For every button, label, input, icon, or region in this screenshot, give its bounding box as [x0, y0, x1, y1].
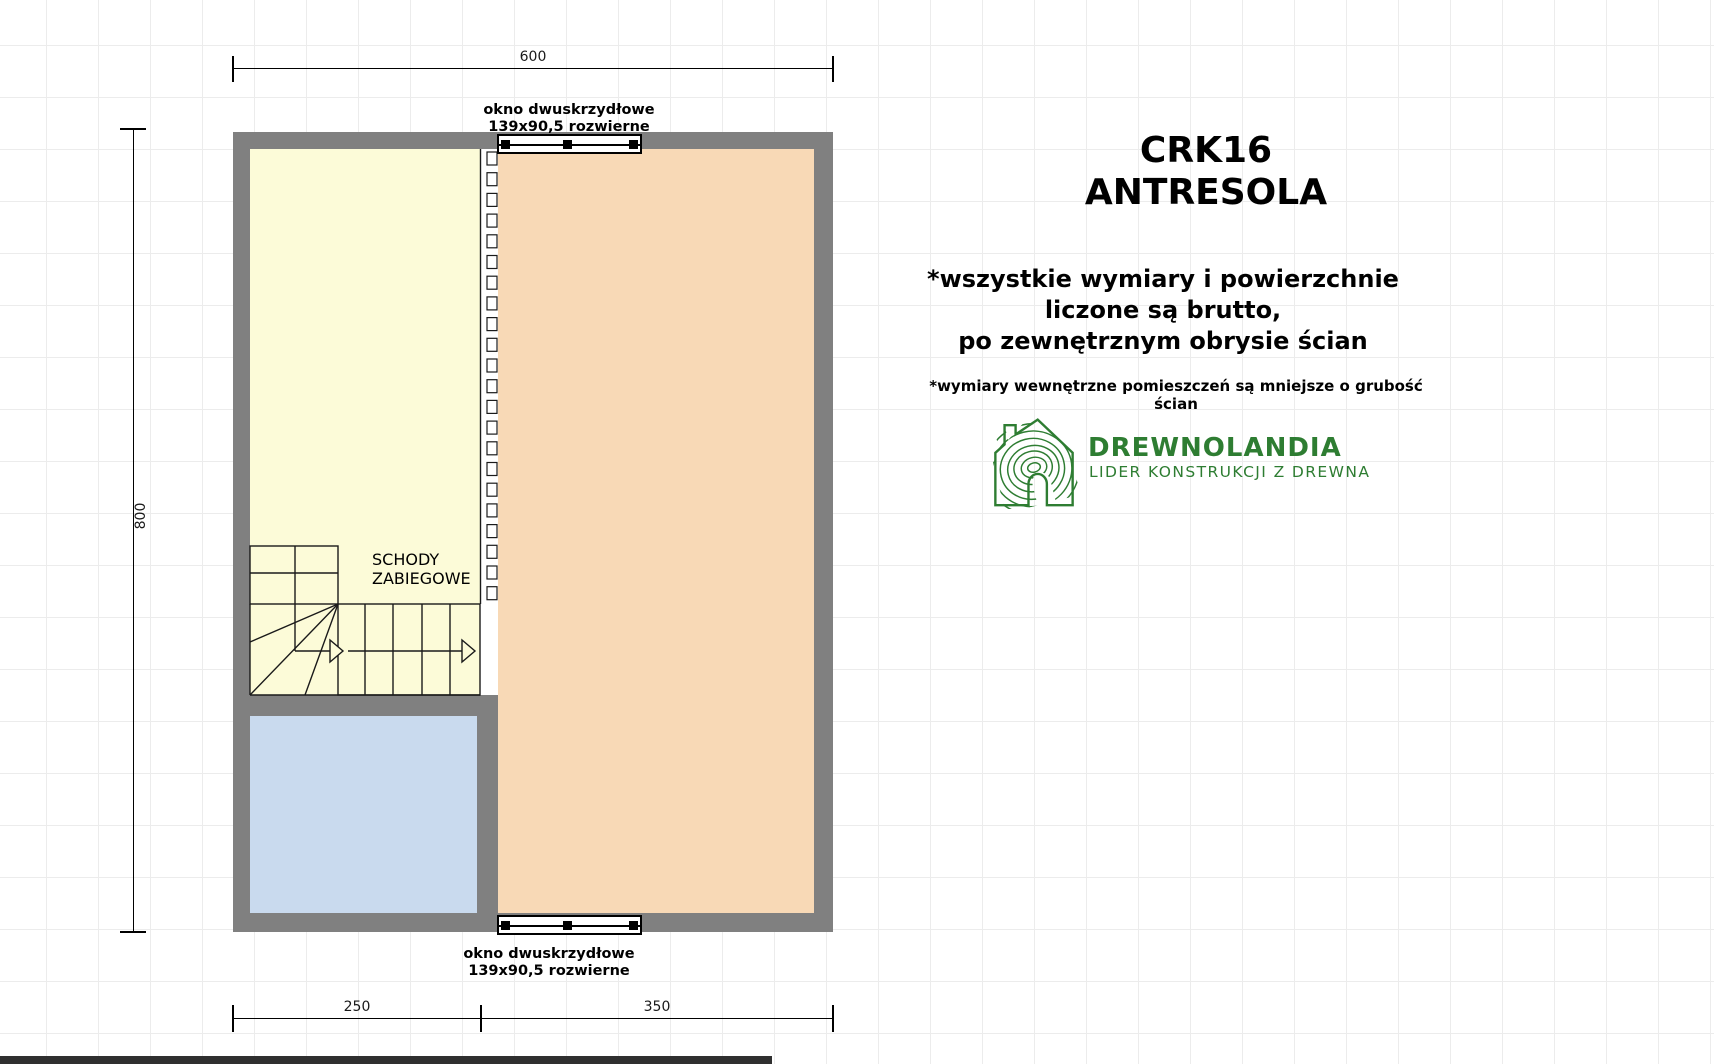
window-top-label [449, 102, 689, 136]
window-pane-marker [563, 921, 572, 930]
window-top-label-line1: okno dwuskrzydłowe [483, 102, 655, 118]
window-bottom [497, 915, 642, 935]
window-pane-marker [501, 921, 510, 930]
stairs-label-line2: ZABIEGOWE [372, 568, 471, 588]
drawing-title-line1: CRK16 [1139, 130, 1273, 171]
window-bottom-label-line2: 139x90,5 rozwierne [468, 963, 630, 979]
stairs-label [372, 551, 471, 588]
window-top-label-line2: 139x90,5 rozwierne [488, 119, 650, 135]
drewnolandia-logo-tagline: LIDER KONSTRUKCJI Z DREWNA [1089, 463, 1371, 481]
dimension-value-top: 600 [519, 49, 547, 65]
window-top [497, 134, 642, 154]
balustrade-posts [487, 152, 497, 600]
dimension-note-line2: liczone są brutto, [1044, 296, 1282, 324]
dimension-tick [120, 931, 146, 933]
dimension-value-bottom-left: 250 [343, 999, 371, 1015]
drawing-title-line2: ANTRESOLA [1084, 172, 1328, 213]
drawing-title [1026, 130, 1386, 214]
dimension-note-small: *wymiary wewnętrzne pomieszczeń są mniejsze o grubość ścian [929, 377, 1423, 413]
dimension-tick [120, 128, 146, 130]
window-pane-marker [501, 140, 510, 149]
window-pane-marker [629, 140, 638, 149]
drewnolandia-logo-icon [988, 415, 1080, 509]
dimension-value-bottom-right: 350 [643, 999, 671, 1015]
dimension-value-left: 800 [133, 502, 149, 530]
window-pane-marker [563, 140, 572, 149]
dimension-line-bottom [233, 1018, 833, 1019]
dimension-note-line1: *wszystkie wymiary i powierzchnie [927, 265, 1399, 293]
window-bottom-label-line1: okno dwuskrzydłowe [463, 946, 635, 962]
dimension-note [913, 264, 1413, 357]
stairs-label-line1: SCHODY [372, 550, 440, 569]
dimension-line-top [233, 68, 833, 69]
drewnolandia-logo-name: DREWNOLANDIA [1088, 433, 1342, 463]
dimension-note-line3: po zewnętrznym obrysie ścian [958, 327, 1368, 355]
window-pane-marker [629, 921, 638, 930]
stairs-drawing [233, 132, 833, 932]
bottom-dark-bar [0, 1056, 772, 1064]
window-bottom-label [429, 946, 669, 980]
